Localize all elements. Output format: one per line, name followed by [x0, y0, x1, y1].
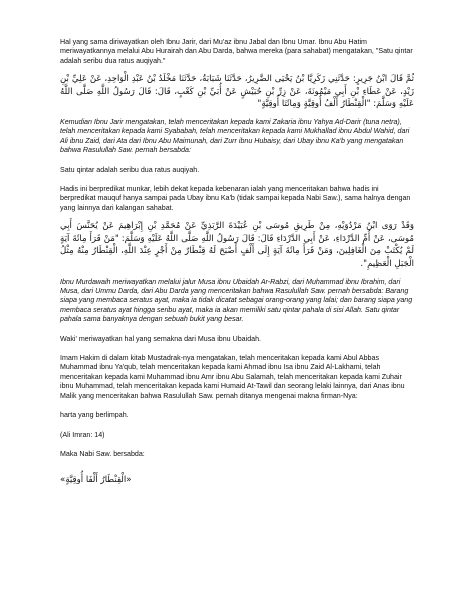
paragraph-waki: Waki' meriwayatkan hal yang semakna dari Musa ibnu Ubaidah. — [60, 334, 261, 343]
arabic-text-ibnu-mardawaih: وَقَدْ رَوَى ابْنُ مَرْدُوَيْهِ، مِنْ طَرِيقِ مُوسَى بْنِ عُبَيْدَةَ الرَّبَذِيِّ عَنْ مُحَمَّدِ بْنِ إِبْرَاهِيمَ عَنْ يُحَنَّسَ أَبِي مُوسَى، عَنْ أُمِّ الدَّرْدَاءِ، عَنْ أَبِي الدَّرْدَاءِ قَالَ: قَالَ رَسُولُ اللَّهِ صَلَّى اللَّهُ عَلَيْهِ وَسَلَّمَ: "مَنْ قَرَأَ مِائَةَ آيَةٍ لَمْ يُكْتَبْ مِنَ الْغَافِلِينَ، وَمَنْ قَرَأَ مِائَةَ آيَةٍ إِلَى أَلْفٍ أَصْبَحَ لَهُ قِنْطَارٌ مِنْ أَجْرٍ عِنْدَ اللَّهِ، الْقِنْطَارُ مِنْهُ مِثْلُ الْجَبَلِ الْعَظِيمِ". — [60, 221, 414, 270]
paragraph-harta: harta yang berlimpah. — [60, 411, 129, 420]
paragraph-imam-hakim: Imam Hakim di dalam kitab Mustadrak-nya mengatakan, telah menceritakan kepada kami Abul Abbas Muhammad ibnu Ya'qub, telah menceritakan kepada kami Ahmad ibnu Isa ibnu Zaid Al-Lakhami, telah menceritakan kepada kami Muhammad ibnu Amr ibnu Abu Salamah, telah menceritakan kepada kami Zuhair ibnu Muhammad, telah menceritakan kepada kami Humaid At-Tawil dan seorang lelaki lainnya, dari Anas ibnu Malik yang menceritakan bahwa Rasulullah Saw. pernah ditanya mengenai makna firman-Nya: — [60, 354, 405, 400]
paragraph-hadis-munkar: Hadis ini berpredikat munkar, lebih dekat kepada kebenaran ialah yang menceritakan bahwa hadis ini berpredikat mauquf hanya sampai pada Ubay ibnu Ka'b (tidak sampai kepada Nabi Saw.), sama halnya dengan yang lainnya dari kalangan sahabat. — [60, 185, 411, 212]
paragraph-nabi-bersabda: Maka Nabi Saw. bersabda: — [60, 449, 145, 458]
paragraph-translation-ibnu-jarir: Kemudian Ibnu Jarir mengatakan, telah menceritakan kepada kami Zakaria ibnu Yahya Ad-Darir (tuna netra), telah menceritakan kepada kami Syababah, telah menceritakan kepada kami Mukhallad ibnu Abdul Wahid, dari Ali ibnu Zaid, dari Ata dari Ibnu Abu Maimunah, dari Zurr ibnu Hubaisy, dari Ubay ibnu Ka'b yang mengatakan bahwa Rasulullah Saw. pernah bersabda: — [60, 118, 410, 155]
arabic-text-qintar: «الْقِنْطَارُ أَلْفَا أُوقِيَّةٍ» — [60, 475, 132, 486]
paragraph-ali-imran: (Ali Imran: 14) — [60, 430, 105, 439]
paragraph-intro: Hal yang sama diriwayatkan oleh Ibnu Jarir, dari Mu'az ibnu Jabal dan Ibnu Umar. Ibnu Abu Hatim meriwayatkannya melalui Abu Hurairah dan Abu Darda, bahwa mereka (para sahabat) mengatakan, "Satu qintar adalah seribu dua ratus auqiyah." — [60, 38, 413, 65]
paragraph-qintar-definition: Satu qintar adalah seribu dua ratus auqiyah. — [60, 165, 200, 174]
arabic-text-ibnu-jarir: ثُمَّ قَالَ ابْنُ جَرِيرٍ: حَدَّثَنِي زَكَرِيَّا بْنُ يَحْيَى الضَّرِيرُ، حَدَّثَنَا شَبَابَةُ، حَدَّثَنَا مَخْلَدُ بْنُ عَبْدِ الْوَاحِدِ، عَنْ عَلِيِّ بْنِ زَيْدٍ، عَنْ عَطَاءِ بْنِ أَبِي مَيْمُونَةَ، عَنْ زِرِّ بْنِ حُبَيْشٍ عَنْ أُبَيِّ بْنِ كَعْبٍ، قَالَ: قَالَ رَسُولُ اللَّهِ صَلَّى اللَّهُ عَلَيْهِ وَسَلَّمَ: "الْقِنْطَارُ أَلْفُ أُوقِيَّةٍ وَمِائَتَا أُوقِيَّةٍ" — [60, 74, 414, 110]
paragraph-translation-ibnu-murdawaih: Ibnu Murdawaih meriwayatkan melalui jalur Musa ibnu Ubaidah Ar-Rabzi, dari Muhammad ibnu Ibrahim, dari Musa, dari Ummu Darda, dari Abu Darda yang menceritakan bahwa Rasulullah Saw. pernah bersabda: Barang siapa yang membaca seratus ayat, maka ia tidak dicatat sebagai orang-orang yang lalai; dan barang siapa yang membaca seratus ayat hingga seribu ayat, maka ia akan memiliki satu qintar pahala di sisi Allah. Satu qintar pahala sama banyaknya dengan sebuah bukit yang besar. — [60, 277, 413, 324]
